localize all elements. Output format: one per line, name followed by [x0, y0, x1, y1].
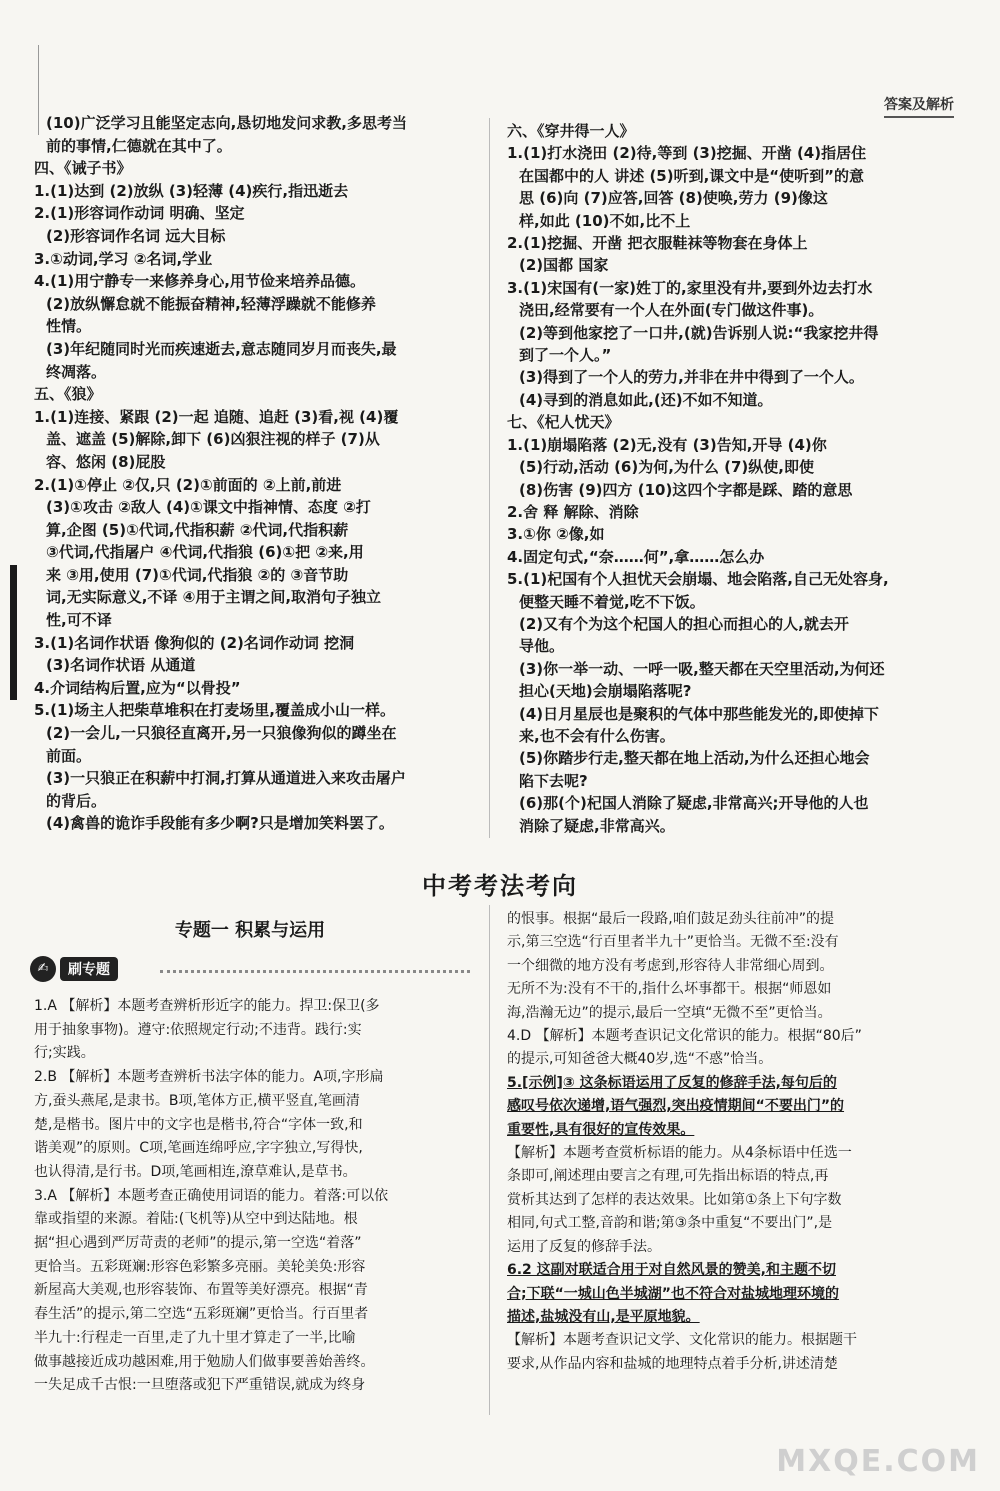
text-line: 3.①动词,学习 ②名词,学业	[34, 249, 213, 268]
text-line: 5.(1)场主人把柴草堆积在打麦场里,覆盖成小山一样。	[34, 701, 395, 720]
text-line: 据“担心遇到严厉苛责的老师”的提示,第一空选“着落”	[34, 1235, 362, 1252]
section-heading: 中考考法考向	[422, 872, 578, 900]
text-line: 2.B 【解析】本题考查辨析书法字体的能力。A项,字形扁	[34, 1069, 384, 1086]
text-line: 运用了反复的修辞手法。	[507, 1238, 661, 1255]
text-line: 陷下去呢?	[519, 771, 588, 790]
text-line: 前面。	[46, 746, 92, 765]
text-line: 的背后。	[46, 791, 107, 810]
topic-badge-label: 刷专题	[60, 957, 118, 981]
text-line: 样,如此 (10)不如,比不上	[519, 211, 691, 230]
text-line: 海,浩瀚无边”的提示,最后一空填“无微不至”更恰当。	[507, 1004, 832, 1021]
text-line: 终凋落。	[46, 362, 107, 381]
text-line: 更恰当。五彩斑斓:形容色彩繁多亮丽。美轮美奂:形容	[34, 1258, 366, 1275]
text-line: 容、悠闲 (8)屁股	[46, 452, 166, 471]
text-line: 消除了疑虑,非常高兴。	[519, 816, 675, 835]
text-line: 词,无实际意义,不译 ④用于主谓之间,取消句子独立	[46, 588, 382, 607]
text-line: (3)你一举一动、一呼一吸,整天都在天空里活动,为何还	[519, 659, 885, 678]
text-line: 性,可不译	[46, 611, 112, 630]
text-line: 行;实践。	[34, 1045, 95, 1062]
text-line: 到了一个人。”	[519, 346, 612, 365]
text-line: 1.(1)达到 (2)放纵 (3)轻薄 (4)疾行,指迅逝去	[34, 181, 349, 200]
text-line: 的恨事。根据“最后一段路,咱们鼓足劲头往前冲”的提	[507, 911, 834, 927]
text-line: 前的事情,仁德就在其中了。	[46, 136, 232, 155]
text-line: 【解析】本题考查识记文学、文化常识的能力。根据题干	[507, 1332, 857, 1349]
text-line: (4)日月星辰也是聚积的气体中那些能发光的,即使掉下	[519, 704, 879, 723]
text-line: (3)得到了一个人的劳力,并非在井中得到了一个人。	[519, 368, 864, 387]
text-line: 无所不为:没有不干的,指什么坏事都干。根据“师恩如	[507, 981, 832, 998]
column-divider	[489, 118, 490, 838]
text-line: 3.(1)宋国有(一家)姓丁的,家里没有井,要到外边去打水	[507, 278, 873, 297]
text-line: 1.A 【解析】本题考查辨析形近字的能力。捍卫:保卫(多	[34, 998, 380, 1014]
text-line: 描述,盐城没有山,是平原地貌。	[507, 1308, 700, 1325]
text-line: (2)等到他家挖了一口井,(就)告诉别人说:“我家挖井得	[519, 323, 879, 342]
text-line: 来,也不会有什么伤害。	[519, 726, 675, 745]
text-line: (2)又有个为这个杞国人的担心而担心的人,就去开	[519, 614, 849, 633]
text-line: 2.(1)①停止 ②仅,只 (2)①前面的 ②上前,前进	[34, 475, 342, 494]
text-line: 1.(1)连接、紧跟 (2)一起 追随、追赶 (3)看,视 (4)覆	[34, 407, 399, 426]
topic-title: 专题一 积累与运用	[174, 920, 326, 941]
text-line: 3.(1)名词作状语 像狗似的 (2)名词作动词 挖洞	[34, 633, 355, 652]
text-line: 五、《狼》	[34, 385, 102, 404]
text-line: (2)形容词作名词 远大目标	[46, 226, 226, 245]
site-watermark: MXQE.COM	[776, 1444, 980, 1479]
text-line: 4.介词结构后置,应为“以骨投”	[34, 678, 241, 697]
text-line: (6)那(个)杞国人消除了疑虑,非常高兴;开导他的人也	[519, 794, 869, 813]
text-line: 担心(天地)会崩塌陷落呢?	[519, 682, 692, 701]
text-line: 方,蚕头燕尾,是隶书。B项,笔体方正,横平竖直,笔画清	[34, 1092, 360, 1109]
text-line: 6.2 这副对联适合用于对自然风景的赞美,和主题不切	[507, 1262, 836, 1279]
page-edge-bar	[10, 565, 17, 700]
text-line: 也认得清,是行书。D项,笔画相连,潦草难认,是草书。	[34, 1163, 357, 1180]
text-line: 来 ③用,使用 (7)①代词,代指狼 ②的 ③音节助	[46, 565, 349, 584]
book-icon: ✍	[30, 956, 56, 982]
text-line: 浇田,经常要有一个人在外面(专门做这件事)。	[519, 301, 824, 320]
text-line: 一个细微的地方没有考虑到,形容待人非常细心周到。	[507, 957, 834, 974]
text-line: 楚,是楷书。图片中的文字也是楷书,符合“字体一致,和	[34, 1116, 363, 1133]
text-line: 六、《穿井得一人》	[507, 122, 635, 140]
text-line: 的提示,可知爸爸大概40岁,选“不惑”恰当。	[507, 1051, 773, 1068]
text-line: 七、《杞人忧天》	[507, 413, 620, 432]
text-line: (5)行动,活动 (6)为何,为什么 (7)纵使,即使	[519, 458, 814, 477]
text-line: 3.A 【解析】本题考查正确使用词语的能力。着落:可以依	[34, 1187, 389, 1204]
text-line: (8)伤害 (9)四方 (10)这四个字都是踩、踏的意思	[519, 480, 853, 499]
text-line: 条即可,阐述理由要言之有理,可先指出标语的特点,再	[507, 1168, 829, 1185]
text-line: 性情。	[46, 317, 92, 336]
text-line: (2)放纵懈怠就不能振奋精神,轻薄浮躁就不能修养	[46, 294, 376, 313]
text-line: (2)国都 国家	[519, 256, 609, 275]
answers-column-top-left	[34, 112, 474, 835]
text-line: 5.[示例]③ 这条标语运用了反复的修辞手法,每句后的	[507, 1074, 837, 1091]
text-line: (10)广泛学习且能坚定志向,恳切地发问求教,多思考当	[46, 114, 407, 132]
text-line: 谐美观”的原则。C项,笔画连绵呼应,字字独立,写得快,	[34, 1140, 363, 1157]
text-line: 2.舍 释 解除、消除	[507, 502, 639, 521]
text-line: 赏析其达到了怎样的表达效果。比如第①条上下句字数	[507, 1191, 842, 1208]
answers-header-label: 答案及解析	[884, 94, 954, 118]
text-line: 感叹号依次递增,语气强烈,突出疫情期间“不要出门”的	[507, 1098, 845, 1115]
text-line: 做事越接近成功越困难,用于勉励人们做事要善始善终。	[34, 1353, 375, 1370]
text-line: 四、《诫子书》	[34, 159, 132, 178]
text-line: 5.(1)杞国有个人担忧天会崩塌、地会陷落,自己无处容身,	[507, 570, 889, 589]
text-line: 合;下联“一城山色半城湖”也不符合对盐城地理环境的	[507, 1285, 839, 1302]
text-line: ③代词,代指屠户 ④代词,代指狼 (6)①把 ②来,用	[46, 543, 364, 562]
text-line: 示,第三空选“行百里者半九十”更恰当。无微不至:没有	[507, 934, 839, 951]
text-line: (5)你踏步行走,整天都在地上活动,为什么还担心地会	[519, 749, 870, 768]
text-line: 4.(1)用宁静专一来修养身心,用节俭来培养品德。	[34, 272, 365, 291]
text-line: 要求,从作品内容和盐城的地理特点着手分析,讲述清楚	[507, 1355, 838, 1372]
text-line: 4.固定句式,“奈……何”,拿……怎么办	[507, 547, 765, 566]
explanations-column-left	[34, 995, 474, 1398]
text-line: 春生活”的提示,第二空选“五彩斑斓”更恰当。行百里者	[34, 1306, 369, 1323]
text-line: 4.D 【解析】本题考查识记文化常识的能力。根据“80后”	[507, 1028, 862, 1045]
text-line: 算,企图 (5)①代词,代指积薪 ②代词,代指积薪	[46, 520, 349, 539]
text-line: 用于抽象事物)。遵守:依照规定行动;不违背。践行:实	[34, 1021, 362, 1038]
text-line: 思 (6)向 (7)应答,回答 (8)使唤,劳力 (9)像这	[519, 189, 828, 208]
text-line: 3.①你 ②像,如	[507, 525, 605, 544]
text-line: 2.(1)挖掘、开凿 把衣服鞋袜等物套在身体上	[507, 234, 808, 253]
text-line: (3)①攻击 ②敌人 (4)①课文中指神情、态度 ②打	[46, 498, 371, 517]
column-divider-lower	[489, 905, 490, 1415]
text-line: (3)一只狼正在积薪中打洞,打算从通道进入来攻击屠户	[46, 769, 406, 788]
text-line: 半九十:行程走一百里,走了九十里才算走了一半,比喻	[34, 1329, 356, 1346]
dotted-divider	[160, 970, 470, 973]
explanations-column-right	[507, 908, 952, 1376]
topic-badge	[30, 956, 118, 982]
text-line: 盖、遮盖 (5)解除,卸下 (6)凶狠注视的样子 (7)从	[46, 430, 380, 449]
answers-column-top-right	[507, 120, 952, 837]
text-line: 在国都中的人 讲述 (5)听到,课文中是“使听到”的意	[519, 166, 865, 185]
text-line: 相同,句式工整,音韵和谐;第③条中重复“不要出门”,是	[507, 1215, 833, 1232]
text-line: (4)寻到的消息如此,(还)不如不知道。	[519, 390, 773, 409]
text-line: 2.(1)形容词作动词 明确、坚定	[34, 204, 245, 223]
text-line: (3)名词作状语 从通道	[46, 656, 196, 675]
text-line: 1.(1)崩塌陷落 (2)无,没有 (3)告知,开导 (4)你	[507, 435, 827, 454]
text-line: 靠或指望的来源。着陆:(飞机等)从空中到达陆地。根	[34, 1211, 358, 1228]
text-line: (2)一会儿,一只狼径直离开,另一只狼像狗似的蹲坐在	[46, 724, 397, 743]
text-line: 【解析】本题考查赏析标语的能力。从4条标语中任选一	[507, 1145, 852, 1162]
text-line: 一失足成千古恨:一旦堕落或犯下严重错误,就成为终身	[34, 1377, 366, 1394]
text-line: 重要性,具有很好的宣传效果。	[507, 1121, 695, 1138]
text-line: (3)年纪随同时光而疾速逝去,意志随同岁月而丧失,最	[46, 339, 397, 358]
text-line: 新屋高大美观,也形容装饰、布置等美好漂亮。根据“青	[34, 1282, 368, 1299]
text-line: 导他。	[519, 637, 565, 656]
text-line: (4)禽兽的诡诈手段能有多少啊?只是增加笑料罢了。	[46, 814, 394, 833]
text-line: 1.(1)打水浇田 (2)待,等到 (3)挖掘、开凿 (4)指居住	[507, 144, 867, 163]
text-line: 便整天睡不着觉,吃不下饭。	[519, 592, 705, 611]
